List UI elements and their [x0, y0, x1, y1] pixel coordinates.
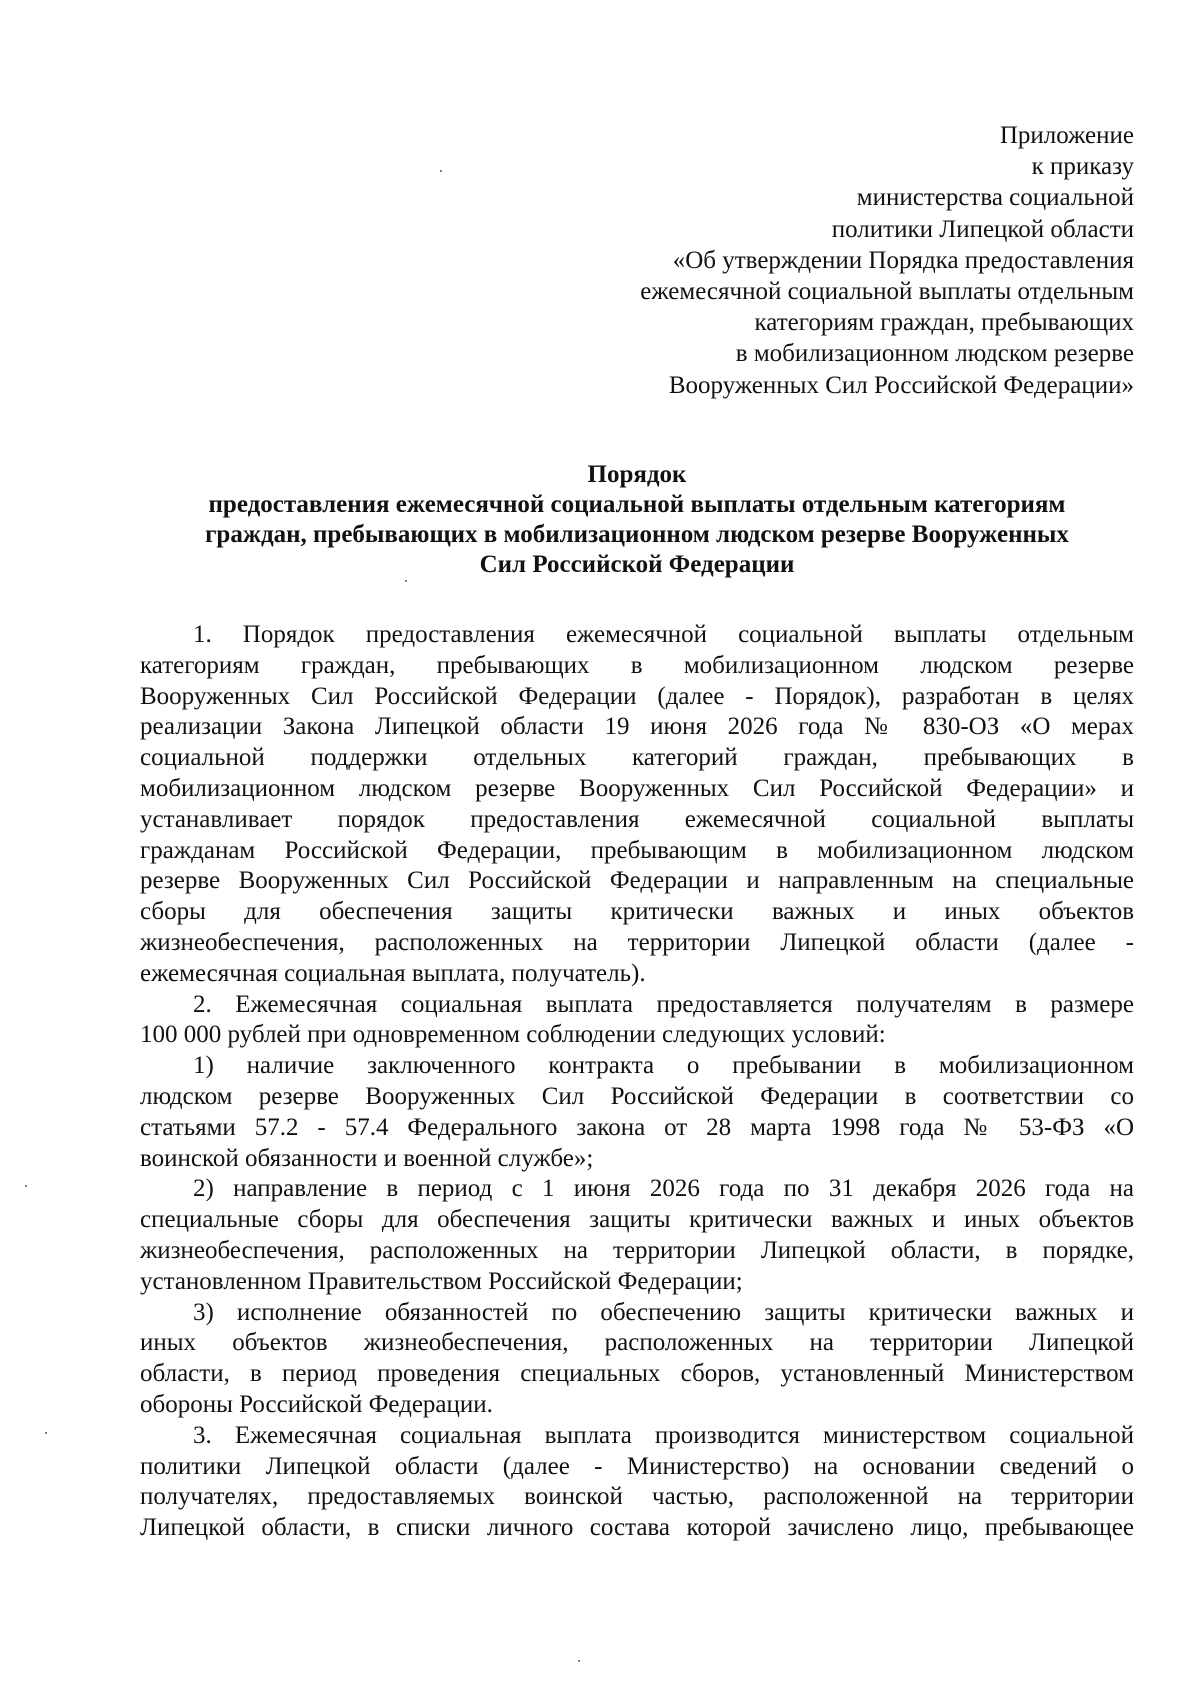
body-line: устанавливает порядок предоставления ежемесячной социальной выплаты	[140, 805, 1134, 833]
header-line: министерства социальной	[856, 184, 1134, 212]
body-line: ежемесячная социальная выплата, получатель).	[140, 959, 646, 987]
paragraph-2-item-2	[140, 1174, 1134, 1297]
body-line: 100 000 рублей при одновременном соблюдении следующих условий:	[140, 1021, 886, 1049]
header-line: политики Липецкой области	[831, 215, 1134, 243]
header-line: ежемесячной социальной выплаты отдельным	[640, 278, 1134, 306]
body-line: 3) исполнение обязанностей по обеспечению защиты критически важных и	[193, 1298, 1134, 1326]
body-line: жизнеобеспечения, расположенных на территории Липецкой области (далее -	[140, 928, 1134, 956]
body-line: иных объектов жизнеобеспечения, расположенных на территории Липецкой	[140, 1329, 1134, 1357]
body-line: реализации Закона Липецкой области 19 июня 2026 года № 830-ОЗ «О мерах	[140, 713, 1134, 741]
body-line: 1. Порядок предоставления ежемесячной социальной выплаты отдельным	[193, 621, 1134, 648]
body-line: воинской обязанности и военной службе»;	[140, 1144, 594, 1172]
header-line: в мобилизационном людском резерве	[735, 340, 1134, 368]
body-line: 3. Ежемесячная социальная выплата производится министерством социальной	[193, 1421, 1134, 1449]
document-body	[140, 620, 1134, 1544]
header-line: «Об утверждении Порядка предоставления	[672, 246, 1134, 274]
header-line: Приложение	[999, 122, 1134, 149]
paragraph-2-item-1	[140, 1051, 1134, 1174]
scan-speck	[405, 580, 407, 582]
header-line: Вооруженных Сил Российской Федерации»	[668, 371, 1134, 399]
appendix-header	[414, 120, 1134, 401]
header-line: категориям граждан, пребывающих	[754, 309, 1134, 337]
title-line: предоставления ежемесячной социальной выплаты отдельным категориям	[208, 491, 1066, 518]
body-line: получателях, предоставляемых воинской частью, расположенной на территории	[140, 1483, 1134, 1511]
body-line: людском резерве Вооруженных Сил Российской Федерации в соответствии со	[140, 1082, 1134, 1110]
paragraph-1	[140, 620, 1134, 990]
paragraph-2-item-3	[140, 1298, 1134, 1421]
body-line: жизнеобеспечения, расположенных на территории Липецкой области, в порядке,	[140, 1236, 1134, 1264]
title-line: Сил Российской Федерации	[479, 551, 795, 578]
body-line: сборы для обеспечения защиты критически важных и иных объектов	[140, 898, 1134, 926]
body-line: 1) наличие заключенного контракта о пребывании в мобилизационном	[193, 1052, 1134, 1080]
body-line: мобилизационном людском резерве Вооруженных Сил Российской Федерации» и	[140, 774, 1134, 802]
scan-speck	[45, 1432, 47, 1434]
body-line: области, в период проведения специальных сборов, установленный Министерством	[140, 1360, 1134, 1388]
body-line: установленном Правительством Российской Федерации;	[140, 1267, 743, 1295]
body-line: гражданам Российской Федерации, пребывающим в мобилизационном людском	[140, 836, 1134, 864]
body-line: обороны Российской Федерации.	[140, 1390, 493, 1418]
body-line: 2. Ежемесячная социальная выплата предоставляется получателям в размере	[193, 990, 1134, 1018]
title-line: Порядок	[587, 461, 687, 488]
body-line: Липецкой области, в списки личного состава которой зачислено лицо, пребывающее	[140, 1514, 1134, 1542]
header-line: к приказу	[1031, 153, 1134, 181]
body-line: социальной поддержки отдельных категорий граждан, пребывающих в	[140, 744, 1134, 772]
body-line: статьями 57.2 - 57.4 Федерального закона от 28 марта 1998 года № 53-ФЗ «О	[140, 1113, 1134, 1141]
title-line: граждан, пребывающих в мобилизационном людском резерве Вооруженных	[205, 521, 1069, 548]
document-title	[140, 460, 1134, 580]
scan-speck	[440, 170, 442, 172]
scan-speck	[578, 1660, 580, 1662]
body-line: категориям граждан, пребывающих в мобилизационном людском резерве	[140, 651, 1134, 679]
body-line: резерве Вооруженных Сил Российской Федерации и направленным на специальные	[140, 867, 1134, 895]
body-line: 2) направление в период с 1 июня 2026 года по 31 декабря 2026 года на	[193, 1175, 1134, 1203]
paragraph-2	[140, 990, 1134, 1052]
body-line: политики Липецкой области (далее - Министерство) на основании сведений о	[140, 1452, 1134, 1480]
paragraph-3	[140, 1421, 1134, 1544]
body-line: специальные сборы для обеспечения защиты критически важных и иных объектов	[140, 1206, 1134, 1234]
scan-speck	[25, 1185, 27, 1187]
body-line: Вооруженных Сил Российской Федерации (далее - Порядок), разработан в целях	[140, 682, 1134, 710]
